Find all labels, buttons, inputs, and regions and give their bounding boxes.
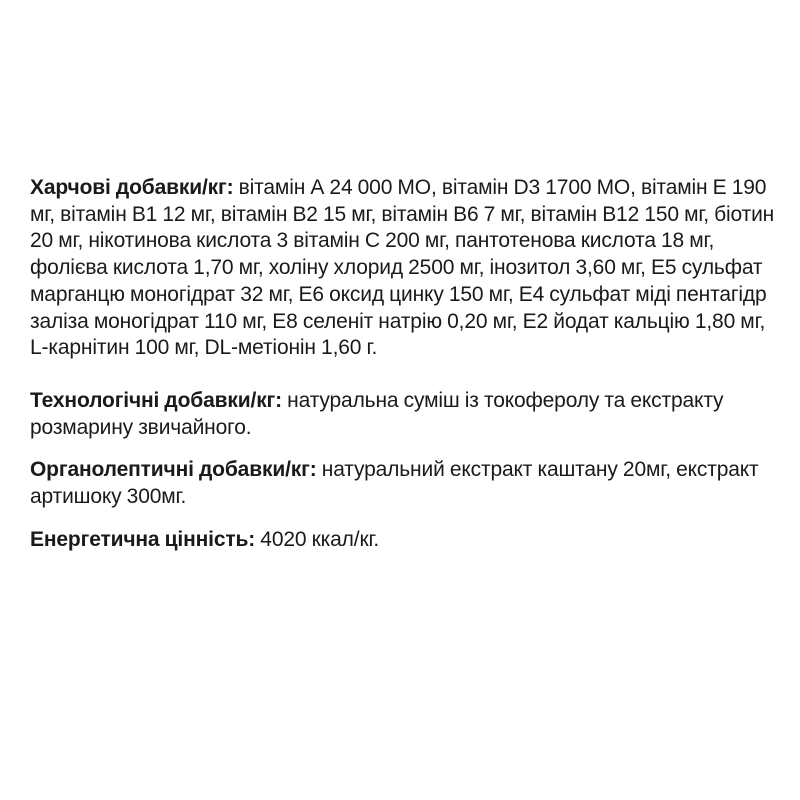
nutritional-additives-paragraph xyxy=(30,175,782,362)
energy-value-label: Енергетична цінність: xyxy=(30,527,256,551)
energy-value-paragraph xyxy=(30,527,782,554)
technological-additives-paragraph xyxy=(30,388,782,441)
organoleptic-additives-label: Органолептичні добавки/кг: xyxy=(30,458,317,482)
energy-value-text: 4020 ккал/кг. xyxy=(255,527,380,551)
nutritional-additives-text: вітамін А 24 000 МО, вітамін D3 1700 МО, вітамін Е 190 мг, вітамін B1 12 мг, вітамін B2 15 мг, вітамін B6 7 мг, вітамін B12 150 мг, біотин 20 мг, нікотинова кислота 3 вітамін С 200 мг, пантотенова кислота 18 мг, фолієва кислота 1,70 мг, холіну хлорид 2500 мг, інозитол 3,60 мг, Е5 сульфат марганцю моногідрат 32 мг, Е6 оксид цинку 150 мг, Е4 сульфат міді пентагідр заліза моногідрат 110 мг, Е8 селеніт натрію 0,20 мг, Е2 йодат кальцію 1,80 мг, L-карнітин 100 мг, DL-метіонін 1,60 г. xyxy=(30,176,775,360)
technological-additives-label: Технологічні добавки/кг: xyxy=(30,388,282,412)
nutritional-additives-label: Харчові добавки/кг: xyxy=(30,176,234,199)
organoleptic-additives-text: натуральний екстракт каштану 20мг, екстракт артишоку 300мг. xyxy=(30,458,759,509)
product-composition xyxy=(30,175,782,553)
organoleptic-additives-paragraph xyxy=(30,457,782,510)
technological-additives-text: натуральна суміш із токоферолу та екстракту розмарину звичайного. xyxy=(30,388,724,439)
